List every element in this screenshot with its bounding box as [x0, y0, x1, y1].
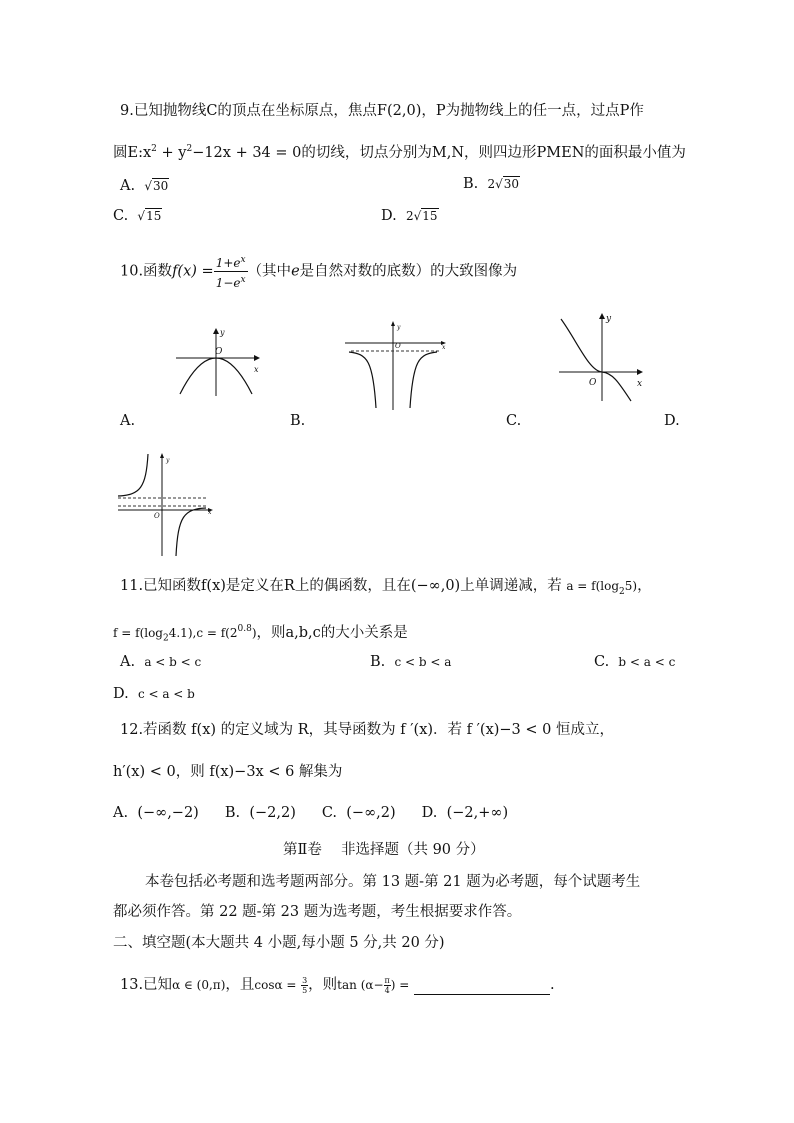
q10-fx: f(x) = — [172, 263, 214, 280]
q11-option-d — [113, 684, 195, 704]
graph-b-y-label: y — [397, 324, 401, 331]
sqrt-sign: √ — [495, 177, 503, 191]
fill-blank-title: 二、填空题(本大题共 4 小题,每小题 5 分,共 20 分) — [113, 935, 445, 951]
graph-b-x-label: x — [442, 344, 446, 351]
q12-line1: 12.若函数 f(x) 的定义域为 R，其导函数为 f ′(x)．若 f ′(x)−3 < 0 恒成立， — [120, 722, 614, 738]
q11-f-def-a: f = f(log — [113, 625, 163, 640]
q11-c-exp: 0.8 — [237, 624, 252, 634]
q11-option-a — [120, 652, 201, 672]
graph-d-y-arrow — [160, 453, 164, 458]
option-text: c < a < b — [137, 687, 195, 701]
q13-tan-a: tan (α− — [337, 978, 384, 992]
option-coef: 2 — [405, 209, 414, 223]
q10-denominator: 1−e — [215, 276, 241, 290]
q13-tan-b: ) = — [390, 978, 410, 992]
option-radicand: 30 — [503, 177, 520, 191]
graph-d-label: D. — [664, 413, 680, 429]
q11-f-sub: 2 — [163, 633, 169, 644]
graph-c-x-arrow — [637, 369, 643, 375]
option-label: D. — [113, 686, 129, 702]
q10-num-exp: x — [240, 255, 246, 265]
option-coef: 2 — [487, 177, 496, 191]
graph-a-x-label: x — [254, 365, 259, 374]
q13-mid2: ，则 — [308, 977, 338, 993]
graph-d-y-label: y — [166, 457, 170, 464]
option-text: a < b < c — [144, 655, 202, 669]
graph-b — [345, 320, 449, 412]
graph-d-origin: O — [154, 512, 160, 520]
option-radicand: 30 — [152, 179, 169, 193]
option-text: (−2,2) — [249, 805, 296, 821]
option-label: B. — [463, 176, 479, 192]
option-text: b < a < c — [618, 655, 676, 669]
q13-line — [120, 975, 555, 995]
option-radicand: 15 — [422, 209, 438, 223]
q10-middle: （其中 — [247, 263, 292, 280]
q13-prefix: 13.已知 — [120, 977, 173, 993]
q12-options — [113, 803, 508, 823]
q13-four: 4 — [384, 985, 390, 995]
q9-exp-y: 2 — [186, 144, 193, 154]
q13-pi-fraction — [384, 976, 391, 995]
graph-d-right-branch — [176, 508, 206, 556]
graph-b-label: B. — [290, 413, 306, 429]
option-label: C. — [113, 208, 129, 224]
sqrt-sign: √ — [137, 209, 146, 223]
graph-c-y-label: y — [606, 314, 612, 324]
q11-stem: 11.已知函数f(x)是定义在R上的偶函数，且在(−∞,0)上单调递减，若 — [120, 578, 562, 594]
graph-c-x-label: x — [637, 379, 643, 389]
graph-d-left-branch — [118, 454, 148, 496]
q10-e: e — [291, 263, 300, 280]
graph-a-origin: O — [215, 347, 223, 357]
q9-line2 — [113, 139, 686, 163]
sqrt-sign: √ — [144, 179, 152, 193]
section-intro-1: 本卷包括必考题和选考题两部分。第 13 题-第 21 题为必考题，每个试题考生 — [145, 874, 641, 890]
q13-mid: ，且 — [225, 977, 255, 993]
q12-line2: h′(x) < 0，则 f(x)−3x < 6 解集为 — [113, 764, 343, 780]
graph-d — [116, 452, 216, 558]
q11-a-def-a: a = f(log — [566, 579, 620, 593]
q11-comma: ， — [637, 578, 652, 594]
q9-option-c — [113, 206, 162, 226]
section-intro-2: 都必须作答。第 22 题-第 23 题为选考题，考生根据要求作答。 — [113, 904, 522, 920]
q13-cos-num: 3 — [302, 975, 308, 985]
q11-line2 — [113, 619, 408, 649]
option-text: (−∞,2) — [346, 805, 396, 821]
graph-a-x-arrow — [254, 355, 260, 361]
graph-c-curve — [561, 319, 631, 401]
q13-end: . — [549, 977, 555, 993]
q9-option-a — [120, 176, 169, 196]
graph-b-y-arrow — [391, 321, 395, 326]
q9-exp-x: 2 — [151, 144, 157, 154]
graph-c-origin: O — [589, 378, 597, 388]
q11-option-b — [370, 652, 451, 672]
q11-option-c — [594, 652, 675, 672]
q11-line1 — [120, 576, 652, 602]
q10-suffix: 是自然对数的底数）的大致图像为 — [299, 263, 518, 280]
q9-line2-part-c: −12x + 34 = 0的切线，切点分别为M,N，则四边形PMEN的面积最小值为 — [192, 144, 686, 161]
option-text: (−2,+∞) — [446, 805, 509, 821]
q13-cos-den: 5 — [302, 985, 308, 995]
q10-den-exp: x — [240, 275, 246, 285]
q9-line1: 9.已知抛物线C的顶点在坐标原点，焦点F(2,0)，P为抛物线上的任一点，过点P作 — [120, 103, 644, 119]
option-text: (−∞,−2) — [137, 805, 199, 821]
q13-answer-blank[interactable] — [414, 980, 550, 995]
section-title: 第Ⅱ卷 非选择题（共 90 分） — [283, 842, 485, 858]
q11-line2-rest: ，则a,b,c的大小关系是 — [256, 624, 408, 641]
q9-line2-part-b: + y — [156, 144, 187, 161]
q13-pi: π — [384, 975, 390, 985]
graph-b-right-branch — [410, 352, 437, 408]
option-text: c < b < a — [394, 655, 452, 669]
q10-numerator: 1+e — [215, 256, 241, 270]
option-label: C. — [594, 654, 610, 670]
option-label: B. — [224, 805, 241, 821]
option-label: D. — [421, 805, 438, 821]
option-label: C. — [321, 805, 338, 821]
graph-b-origin: O — [395, 342, 401, 350]
graph-c-y-arrow — [599, 313, 605, 319]
option-radicand: 15 — [146, 209, 162, 223]
sqrt-sign: √ — [413, 209, 422, 223]
graph-c-label: C. — [506, 413, 522, 429]
q13-cos: cosα = — [254, 978, 297, 992]
q13-condition: α ∈ (0,π) — [172, 978, 226, 992]
option-label: B. — [370, 654, 386, 670]
option-label: A. — [113, 805, 129, 821]
graph-b-left-branch — [349, 352, 376, 408]
graph-d-x-label: x — [208, 509, 212, 516]
graph-a-label: A. — [120, 413, 136, 429]
graph-c — [557, 311, 649, 403]
q10-prefix: 10.函数 — [120, 263, 173, 280]
option-label: A. — [120, 178, 136, 194]
q11-f-def-b: 4.1),c = f(2 — [168, 625, 238, 640]
option-label: D. — [381, 208, 397, 224]
q11-a-def-b: 5) — [624, 579, 638, 593]
graph-a-y-label: y — [220, 328, 225, 337]
q10-line — [120, 252, 517, 291]
q9-option-d — [381, 206, 439, 226]
graph-a-y-arrow — [213, 328, 219, 334]
q11-f-def-c: ) — [251, 625, 257, 640]
graph-a — [176, 326, 264, 402]
q10-fraction — [214, 252, 248, 291]
q9-line2-part-a: 圆E:x — [113, 144, 152, 161]
q11-a-sub: 2 — [619, 586, 625, 597]
option-label: A. — [120, 654, 136, 670]
q9-option-b — [463, 174, 520, 194]
